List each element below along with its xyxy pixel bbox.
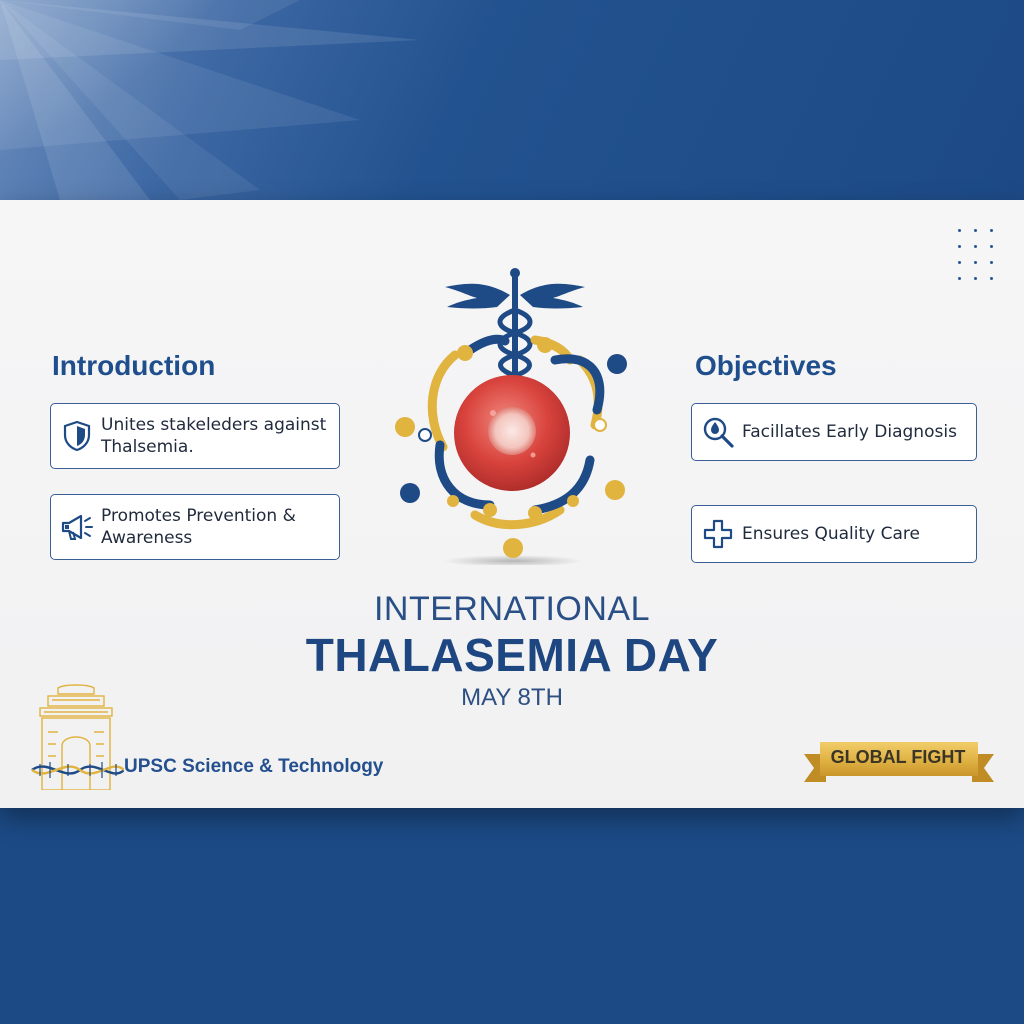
header-banner (0, 0, 1024, 200)
objective-item-text: Facillates Early Diagnosis (742, 422, 957, 442)
intro-item-text: Promotes Prevention & Awareness (101, 506, 296, 548)
medical-cross-icon (700, 516, 736, 552)
intro-item-text: Unites stakeleders against Thalsemia. (101, 415, 327, 457)
caduceus-blood-cell-emblem (385, 265, 645, 565)
megaphone-icon (59, 509, 95, 545)
footer-band (0, 808, 1024, 1024)
objective-item-diagnosis (691, 403, 977, 461)
objective-item-care (691, 505, 977, 563)
intro-item-stakeholders (50, 403, 340, 469)
ribbon-label: GLOBAL FIGHT (830, 747, 966, 767)
objective-item-text: Ensures Quality Care (742, 524, 920, 544)
magnifier-drop-icon (700, 414, 736, 450)
objectives-heading: Objectives (695, 350, 837, 381)
light-rays (0, 0, 1024, 200)
india-gate-dna-logo (28, 684, 124, 790)
introduction-heading: Introduction (52, 350, 216, 381)
brand-name: UPSC Science & Technology (124, 756, 384, 777)
title-thalasemia-day: THALASEMIA DAY (305, 629, 719, 681)
intro-item-prevention (50, 494, 340, 560)
title-date: MAY 8TH (461, 684, 563, 711)
main-card (0, 200, 1024, 808)
title-international: INTERNATIONAL (373, 590, 650, 628)
decorative-dots (958, 229, 998, 285)
shield-icon (59, 418, 95, 454)
